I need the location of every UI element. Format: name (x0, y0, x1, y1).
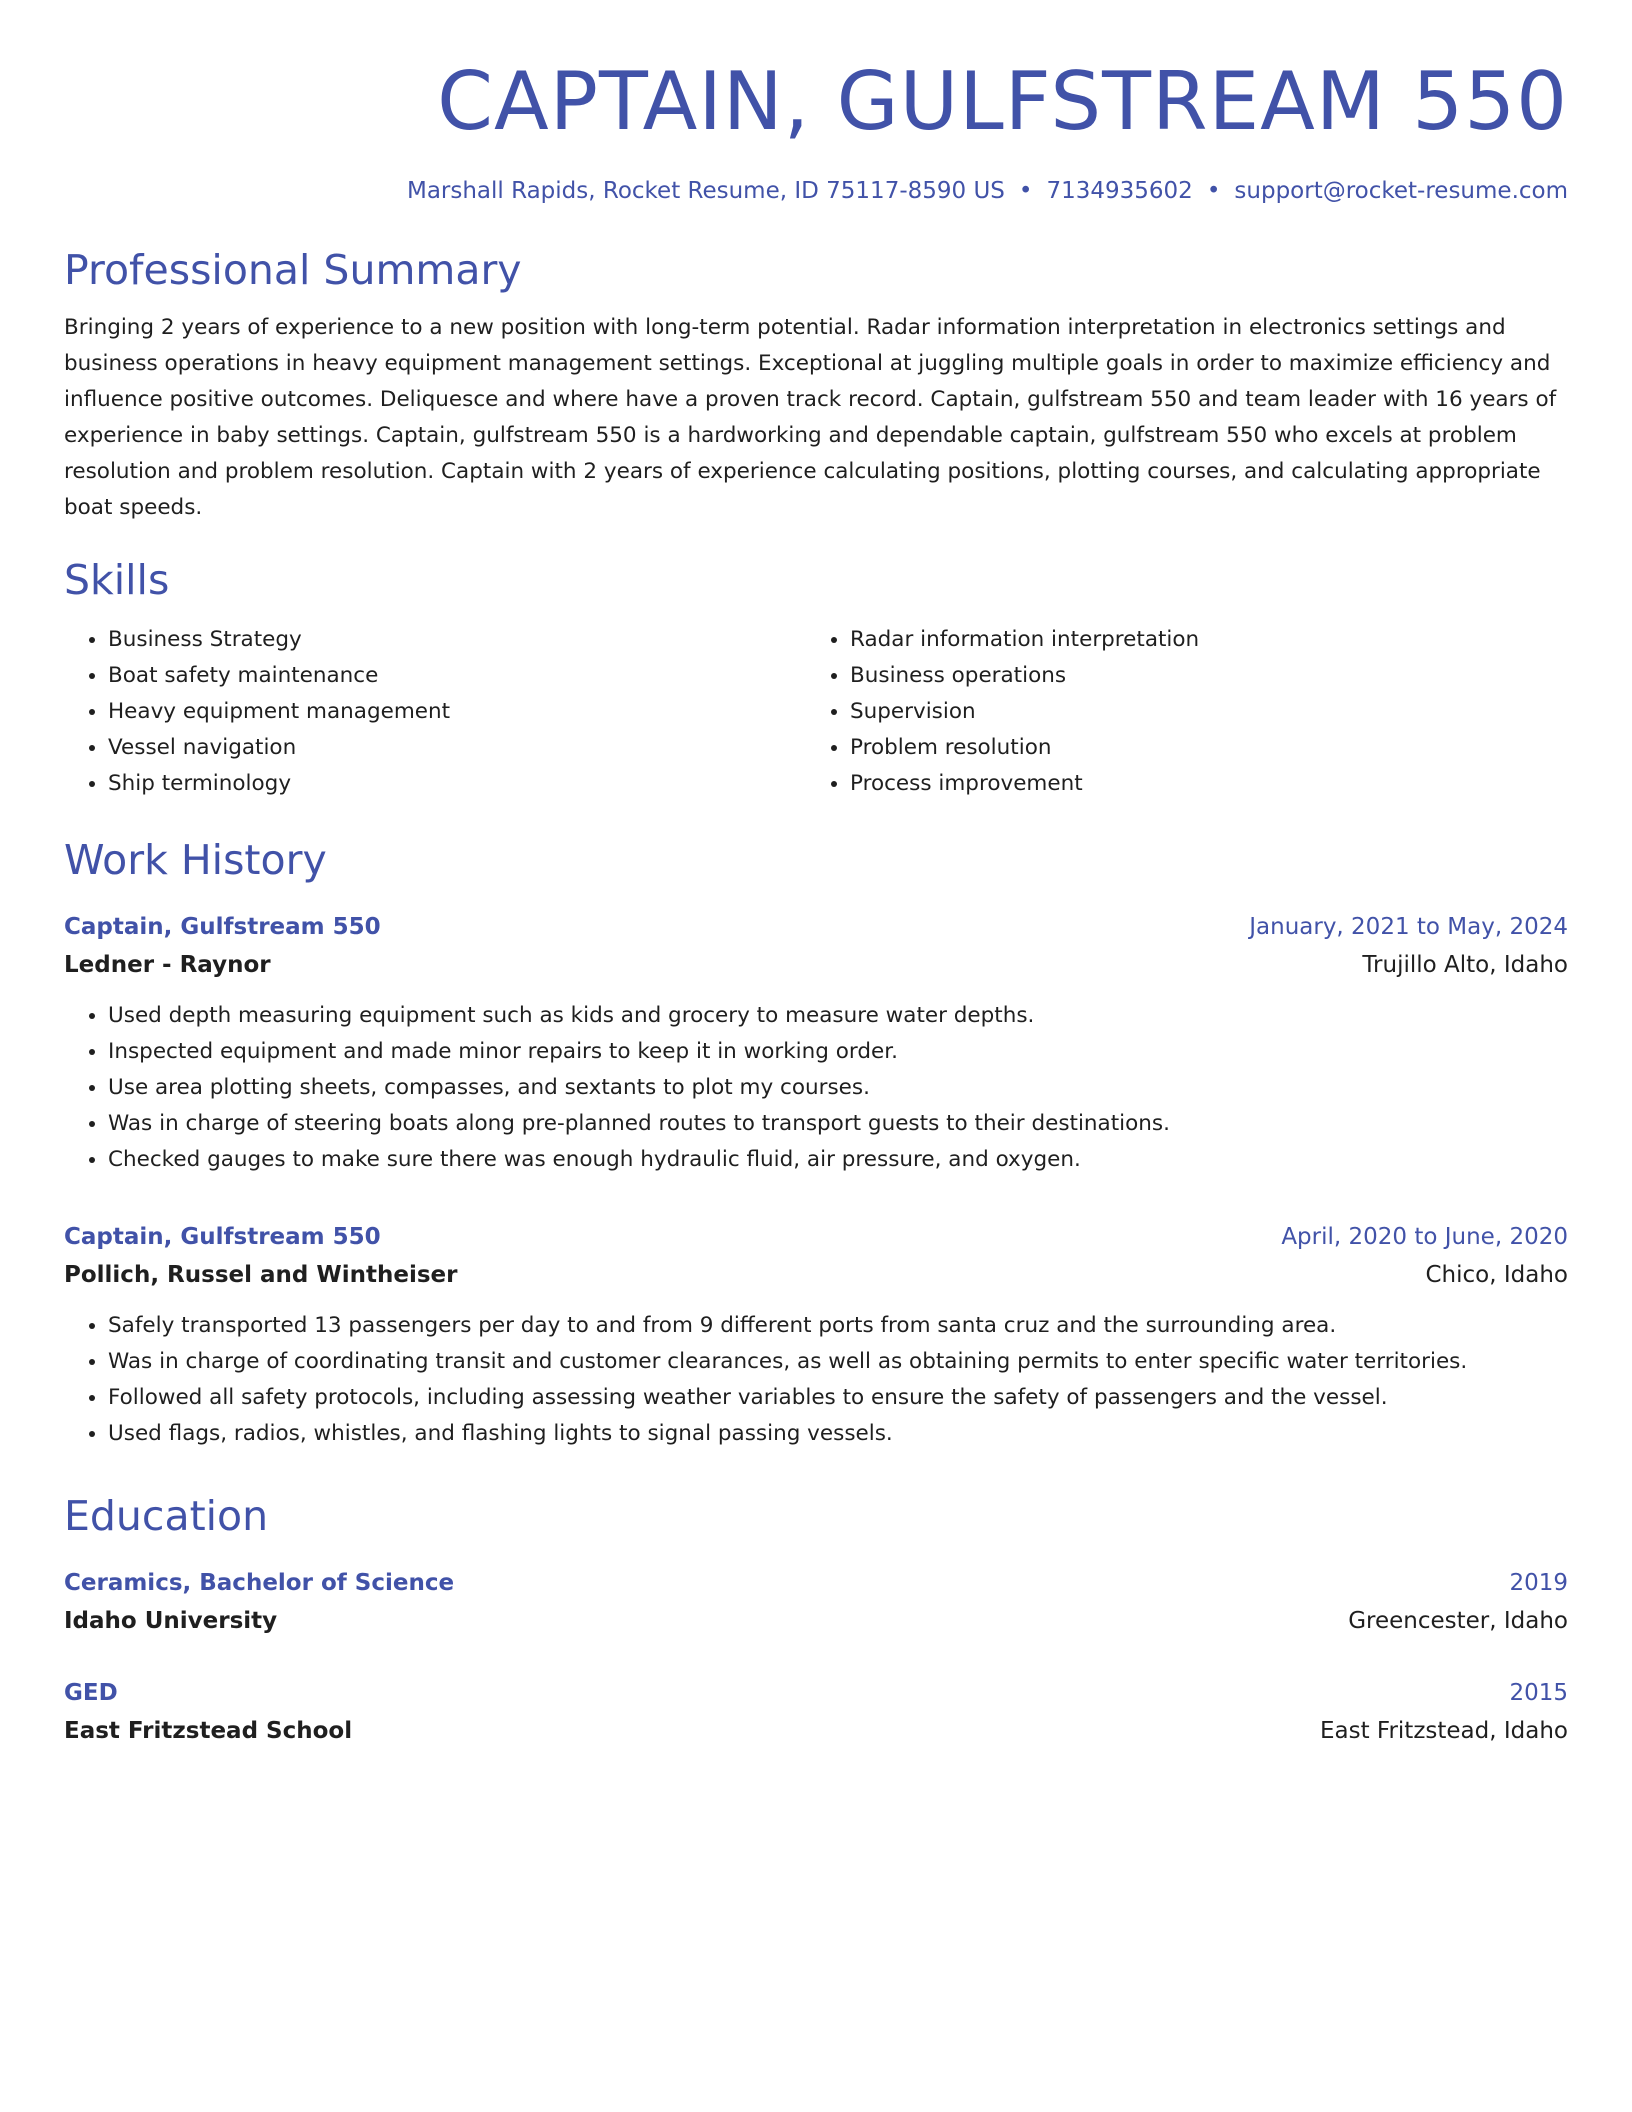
job-bullet: • Safely transported 13 passengers per day to and from 9 different ports from santa cruz and the surrounding area. (108, 1308, 1568, 1344)
contact-separator: • (1018, 178, 1033, 204)
skill-item: • Radar information interpretation (850, 622, 1548, 658)
education-degree-row (64, 1674, 1568, 1712)
job-employer: Pollich, Russel and Wintheiser (64, 1262, 458, 1288)
job-role: Captain, Gulfstream 550 (64, 914, 381, 940)
job-bullet: • Was in charge of steering boats along pre-planned routes to transport guests to their destinations. (108, 1106, 1568, 1142)
education-location: East Fritzstead, Idaho (1319, 1718, 1568, 1744)
job-bullet: • Used depth measuring equipment such as kids and grocery to measure water depths. (108, 998, 1568, 1034)
job-title-row (64, 908, 1568, 946)
education-degree: GED (64, 1680, 118, 1706)
skills-column-left (64, 622, 806, 802)
job-bullet: • Followed all safety protocols, including assessing weather variables to ensure the safety of passengers and the vessel. (108, 1380, 1568, 1416)
professional-summary-section (64, 242, 1568, 526)
job-dates: January, 2021 to May, 2024 (1249, 914, 1568, 940)
education-degree: Ceramics, Bachelor of Science (64, 1570, 455, 1596)
education-entry (64, 1564, 1568, 1640)
candidate-name: CAPTAIN, GULFSTREAM 550 (437, 55, 1568, 148)
education-year: 2019 (1509, 1570, 1568, 1596)
job-bullet: • Was in charge of coordinating transit and customer clearances, as well as obtaining permits to enter specific water territories. (108, 1344, 1568, 1380)
job-title-row (64, 1218, 1568, 1256)
skills-list-left (64, 622, 806, 802)
job-location: Chico, Idaho (1425, 1262, 1568, 1288)
job-bullet: • Inspected equipment and made minor repairs to keep it in working order. (108, 1034, 1568, 1070)
contact-email: support@rocket-resume.com (1234, 178, 1568, 204)
education-section (64, 1488, 1568, 1750)
skill-item: • Heavy equipment management (108, 694, 806, 730)
education-school-row (64, 1712, 1568, 1750)
job-bullet: • Used flags, radios, whistles, and flashing lights to signal passing vessels. (108, 1416, 1568, 1452)
job-entry (64, 1218, 1568, 1452)
job-dates: April, 2020 to June, 2020 (1281, 1224, 1568, 1250)
work-history-section (64, 832, 1568, 1452)
job-entry (64, 908, 1568, 1178)
education-school-row (64, 1602, 1568, 1640)
contact-line (64, 178, 1568, 204)
skill-item: • Supervision (850, 694, 1548, 730)
skills-grid (64, 622, 1568, 802)
summary-text: Bringing 2 years of experience to a new position with long-term potential. Radar information interpretation in electronics settings and business operations in heavy equipment management settings. Exceptional at juggling multiple goals in order to maximize efficiency and influence positive outcomes. Deliquesce and where have a proven track record. Captain, gulfstream 550 and team leader with 16 years of experience in baby settings. Captain, gulfstream 550 is a hardworking and dependable captain, gulfstream 550 who excels at problem resolution and problem resolution. Captain with 2 years of experience calculating positions, plotting courses, and calculating appropriate boat speeds. (64, 315, 1557, 520)
section-title-education: Education (64, 1492, 269, 1540)
contact-address: Marshall Rapids, Rocket Resume, ID 75117-8590 US (406, 178, 1005, 204)
section-title-skills: Skills (64, 556, 170, 604)
skill-item: • Process improvement (850, 766, 1548, 802)
education-school: Idaho University (64, 1608, 278, 1634)
skill-item: • Ship terminology (108, 766, 806, 802)
job-employer: Ledner - Raynor (64, 952, 271, 978)
job-location: Trujillo Alto, Idaho (1362, 952, 1568, 978)
education-entry (64, 1674, 1568, 1750)
job-employer-row (64, 1256, 1568, 1294)
skill-item: • Problem resolution (850, 730, 1548, 766)
education-year: 2015 (1509, 1680, 1568, 1706)
skill-item: • Vessel navigation (108, 730, 806, 766)
education-location: Greencester, Idaho (1348, 1608, 1568, 1634)
skill-item: • Business Strategy (108, 622, 806, 658)
skills-list-right (806, 622, 1548, 802)
section-title-work-history: Work History (64, 836, 327, 884)
job-bullets (64, 1308, 1568, 1452)
contact-separator: • (1206, 178, 1221, 204)
resume-header (64, 0, 1568, 204)
education-school: East Fritzstead School (64, 1718, 353, 1744)
skills-section (64, 552, 1568, 802)
job-role: Captain, Gulfstream 550 (64, 1224, 381, 1250)
skill-item: • Business operations (850, 658, 1548, 694)
skill-item: • Boat safety maintenance (108, 658, 806, 694)
job-bullets (64, 998, 1568, 1178)
job-bullet: • Checked gauges to make sure there was enough hydraulic fluid, air pressure, and oxygen. (108, 1142, 1568, 1178)
contact-phone: 7134935602 (1046, 178, 1193, 204)
skills-column-right (806, 622, 1548, 802)
education-degree-row (64, 1564, 1568, 1602)
section-title-summary: Professional Summary (64, 246, 522, 294)
job-bullet: • Use area plotting sheets, compasses, and sextants to plot my courses. (108, 1070, 1568, 1106)
job-employer-row (64, 946, 1568, 984)
